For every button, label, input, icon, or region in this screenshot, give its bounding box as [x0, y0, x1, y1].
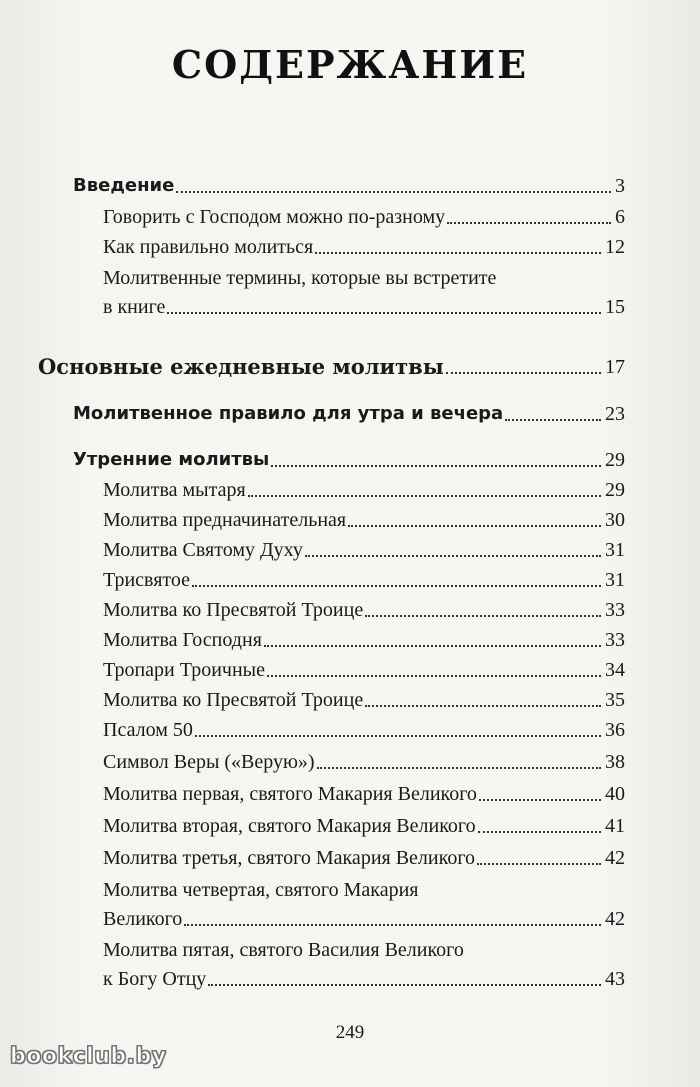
- leader-dots: [267, 675, 601, 677]
- toc-entry: [103, 567, 625, 593]
- toc-entry: [103, 537, 625, 563]
- toc-entry-page: 12: [605, 236, 625, 258]
- toc-entry-page: 42: [605, 847, 625, 869]
- leader-dots: [447, 222, 611, 224]
- toc-entry: [103, 234, 625, 260]
- toc-entry-label: Молитва ко Пресвятой Троице: [103, 689, 364, 711]
- toc-entry-page: 34: [605, 659, 625, 681]
- toc-entry: [103, 749, 625, 775]
- toc-entry: [103, 507, 625, 533]
- toc-entry-page: 17: [605, 356, 625, 378]
- toc-entry-page: 29: [605, 479, 625, 501]
- toc-entry: [103, 657, 625, 683]
- toc-entry: [103, 845, 625, 871]
- toc-entry-page: 35: [605, 689, 625, 711]
- toc-part-entry: [38, 354, 625, 380]
- toc-entry-label: Говорить с Господом можно по-разному: [103, 206, 446, 228]
- toc-entry-page: 33: [605, 629, 625, 651]
- leader-dots: [208, 984, 601, 986]
- toc-entry-label: Тропари Троичные: [103, 659, 265, 681]
- toc-entry: [73, 173, 625, 199]
- toc-entry-label: Молитва вторая, святого Макария Великого: [103, 815, 476, 837]
- leader-dots: [248, 495, 601, 497]
- toc-entry-page: 43: [605, 968, 625, 990]
- toc-entry: [103, 717, 625, 743]
- toc-entry-label: Молитвенное правило для утра и вечера: [73, 403, 504, 424]
- toc-entry: [103, 294, 625, 320]
- toc-entry: [73, 401, 625, 427]
- toc-entry-page: 41: [605, 815, 625, 837]
- leader-dots: [195, 735, 601, 737]
- leader-dots: [271, 465, 601, 467]
- toc-entry-label: Молитва третья, святого Макария Великого: [103, 847, 476, 869]
- leader-dots: [365, 615, 601, 617]
- toc-entry-page: 31: [605, 569, 625, 591]
- leader-dots: [305, 555, 601, 557]
- toc-entry-label: Молитва предначинательная: [103, 509, 347, 531]
- toc-entry: [103, 966, 625, 992]
- leader-dots: [184, 924, 601, 926]
- toc-entry-page: 36: [605, 719, 625, 741]
- toc-entry-label: Утренние молитвы: [73, 449, 270, 470]
- toc-entry-page: 3: [615, 175, 625, 197]
- toc-entry-page: 38: [605, 751, 625, 773]
- toc-entry: [73, 447, 625, 473]
- toc-entry-page: 30: [605, 509, 625, 531]
- watermark-logo: bookclub.by: [10, 1044, 167, 1069]
- toc-entry-label: Как правильно молиться: [103, 236, 314, 258]
- toc-entry: [103, 781, 625, 807]
- toc-entry-label-line1: Молитвенные термины, которые вы встретите: [103, 267, 497, 289]
- toc-entry-label: Молитва Святому Духу: [103, 539, 303, 561]
- leader-dots: [317, 767, 601, 769]
- leader-dots: [505, 419, 601, 421]
- toc-entry: [103, 597, 625, 623]
- toc-entry-label: Псалом 50: [103, 719, 193, 741]
- toc-entry-label: Трисвятое: [103, 569, 191, 591]
- toc-entry-page: 33: [605, 599, 625, 621]
- leader-dots: [478, 831, 601, 833]
- toc-entry-page: 23: [605, 403, 625, 425]
- toc-entry-page: 31: [605, 539, 625, 561]
- toc-entry-label: Молитва мытаря: [103, 479, 246, 501]
- toc-entry-label: Молитва ко Пресвятой Троице: [103, 599, 364, 621]
- leader-dots: [264, 645, 601, 647]
- toc-entry-label: Молитва Господня: [103, 629, 262, 651]
- leader-dots: [348, 525, 601, 527]
- toc-entry-label: в книге: [103, 296, 166, 318]
- leader-dots: [167, 312, 601, 314]
- leader-dots: [365, 705, 601, 707]
- toc-entry: [103, 627, 625, 653]
- toc-entry: [103, 687, 625, 713]
- toc-entry: [103, 204, 625, 230]
- page-title: СОДЕРЖАНИЕ: [171, 42, 529, 87]
- leader-dots: [479, 799, 601, 801]
- toc-entry: [103, 906, 625, 932]
- toc-entry-label: Великого: [103, 908, 183, 930]
- leader-dots: [477, 863, 601, 865]
- toc-entry-page: 42: [605, 908, 625, 930]
- toc-entry: [103, 813, 625, 839]
- page-number: 249: [335, 1022, 365, 1043]
- toc-entry-label: Основные ежедневные молитвы: [38, 354, 444, 379]
- leader-dots: [176, 191, 611, 193]
- leader-dots: [446, 372, 601, 374]
- leader-dots: [315, 252, 601, 254]
- toc-entry-label: Символ Веры («Верую»): [103, 751, 315, 773]
- toc-entry-page: 15: [605, 296, 625, 318]
- toc-entry-label-line1: Молитва четвертая, святого Макария: [103, 879, 419, 901]
- toc-entry-label: Введение: [73, 175, 175, 196]
- toc-entry-label: Молитва первая, святого Макария Великого: [103, 783, 477, 805]
- toc-entry-page: 29: [605, 449, 625, 471]
- toc-entry-page: 40: [605, 783, 625, 805]
- leader-dots: [192, 585, 601, 587]
- toc-entry-page: 6: [615, 206, 625, 228]
- toc-entry-label: к Богу Отцу: [103, 968, 207, 990]
- toc-entry-label-line1: Молитва пятая, святого Василия Великого: [103, 939, 464, 961]
- toc-entry: [103, 477, 625, 503]
